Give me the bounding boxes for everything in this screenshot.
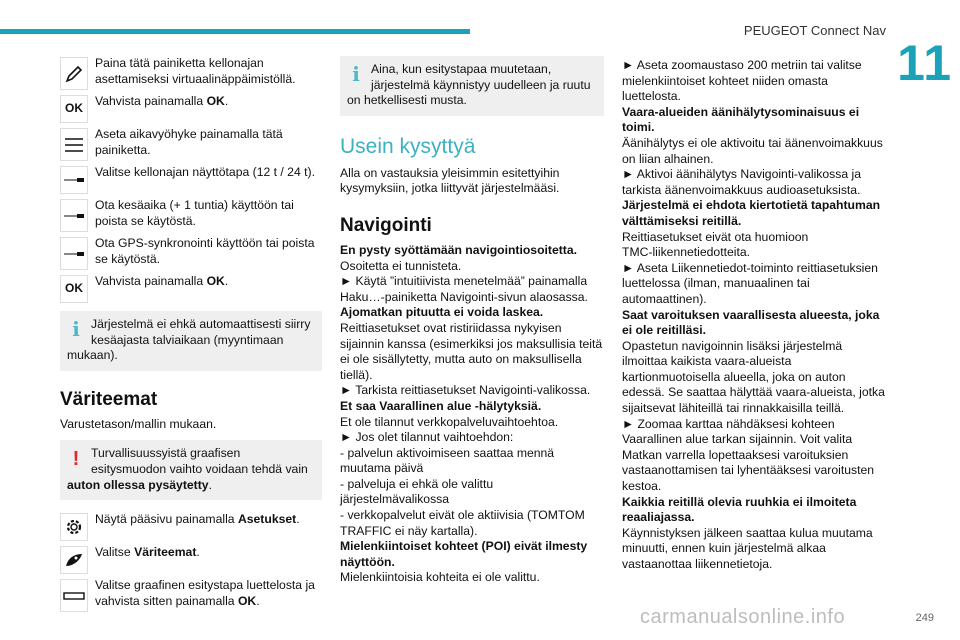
faq-answer-line: Vaarallinen alue tarkan sijainnin. Voit valita [622,432,853,447]
faq-answer-line: ► Aktivoi äänihälytys Navigointi-valikossa ja [622,167,861,182]
faq-answer-line: ei ole sisällytetty, mutta auto on maksullisella [340,352,582,367]
navigation-heading: Navigointi [340,214,432,236]
faq-answer-line: kartionmuotoisella alueella, joka on auton [622,369,846,384]
pencil-icon[interactable] [60,57,88,90]
column-middle [340,56,604,586]
step-color-themes: Valitse Väriteemat. [60,545,322,574]
step-timezone: Aseta aikavyöhyke painamalla tätä painiketta. [60,127,322,161]
step-choose-theme: Valitse graafinen esitystapa luettelosta ja vahvista sitten painamalla OK. [60,578,322,612]
chapter-number: 11 [897,35,952,91]
faq-answer-line: tarkista äänenvoimakkuus audioasetuksista. [622,182,861,197]
faq-answer-line: automaattinen). [622,291,707,306]
faq-question-line: Mielenkiintoiset kohteet (POI) eivät ilmesty [340,539,588,554]
faq-answer-line: vastaanottaa liikennetietoja. [622,557,773,571]
faq-answer-line: Et ole tilannut verkkopalveluvaihtoehtoa. [340,414,559,429]
faq-question-line: En pysty syöttämään navigointiosoitetta. [340,242,578,257]
faq-question-line: Vaara-alueiden äänihälytysominaisuus ei [622,104,860,119]
faq-answer-line: Käynnistyksen jälkeen saattaa kulua muutama [622,525,873,540]
faq-answer-line: ► Zoomaa karttaa nähdäksesi kohteen [622,416,835,431]
color-themes-intro: Varustetason/mallin mukaan. [60,416,217,431]
section-heading-color-themes: Väriteemat [60,388,158,410]
column-right [622,58,886,573]
step-set-time: Paina tätä painiketta kellonajan asettamiseksi virtuaalinäppäimistöllä. [60,56,322,90]
faq-question-line: toimi. [622,120,655,135]
header-title: PEUGEOT Connect Nav [743,23,886,38]
step-settings: Näytä pääsivu painamalla Asetukset. [60,512,322,541]
info-note-restart: i Aina, kun esitystapaa muutetaan, järjestelmä käynnistyy uudelleen ja ruutu on hetkellisesti musta. [340,56,604,116]
toggle-icon[interactable] [60,199,88,232]
faq-answer-line: Äänihälytys ei ole aktivoitu tai äänenvoimakkuus [622,135,883,150]
faq-question-line: Ajomatkan pituutta ei voida laskea. [340,305,544,320]
page-number: 249 [915,612,934,624]
palette-icon[interactable] [60,546,88,574]
faq-answer-line: luettelosta. [622,89,681,104]
info-note-daylight: i Järjestelmä ei ehkä automaattisesti siirry kesäajasta talviaikaan (myyntimaan mukaan). [60,311,322,371]
faq-answer-line: Osoitetta ei tunnisteta. [340,258,462,273]
warning-icon: ! [72,447,80,470]
watermark: carmanualsonline.info [640,606,846,628]
info-icon: i [352,62,360,87]
faq-answer-line: ► Tarkista reittiasetukset Navigointi-valikossa. [340,383,591,398]
faq-answer-line: TRAFFIC ei näy kartalla). [340,523,478,538]
faq-answer-line: - verkkopalvelut eivät ole aktiivisia (TOMTOM [340,508,585,523]
faq-answer-line: tiellä). [340,367,373,382]
faq-answer-line: ► Aseta zoomaustaso 200 metriin tai valitse [622,58,862,72]
faq-answer-line: ► Aseta Liikennetiedot-toiminto reittiasetuksien [622,260,878,275]
faq-answer-line: sijainnin kanssa (esimerkiksi jos maksullisia teitä [340,336,603,351]
toggle-icon[interactable] [60,237,88,270]
ok-icon[interactable]: OK [60,95,88,123]
faq-answer-line: Haku…-painiketta Navigointi-sivun alaosassa. [340,289,588,304]
faq-answer-line: Opastetun navigoinnin lisäksi järjestelmä [622,338,843,353]
faq-answer-line: Mielenkiintoisia kohteita ei ole valittu. [340,570,540,585]
faq-answer-line: minuutti, ennen kuin järjestelmä alkaa [622,541,826,556]
step-summer-time: Ota kesäaika (+ 1 tuntia) käyttöön tai poista se käytöstä. [60,198,322,232]
faq-answer-line: mielenkiintoiset kohteet niiden omasta [622,73,828,88]
faq-question-line: ei ole reitilläsi. [622,323,706,338]
column-left [60,56,322,616]
toggle-icon[interactable] [60,166,88,194]
gear-icon[interactable] [60,513,88,541]
faq-answer-line: - palveluja ei ehkä ole valittu järjestelmävalikossa [340,476,494,507]
step-time-format: Valitse kellonajan näyttötapa (12 t / 24 t). [60,165,322,194]
faq-answer-line: ilmoittaa kaikista vaara-alueista [622,354,792,369]
faq-answer-line: Reittiasetukset ovat ristiriidassa nykyisen [340,320,562,335]
faq-answer-line: Matkan varrella lopettaaksesi varoituksien [622,447,849,462]
ok-icon[interactable]: OK [60,275,88,303]
list-icon[interactable] [60,128,88,161]
faq-question-line: Kaikkia reitillä olevia ruuhkia ei ilmoiteta [622,494,857,509]
faq-answer-line: edessä. Se saattaa hälyttää vaara-alueista, jotka [622,385,885,400]
faq-answer-line: TMC-liikennetiedotteita. [622,245,751,260]
faq-intro: Alla on vastauksia yleisimmin esitettyihin kysymyksiin, jotka liittyvät järjestelmääsi. [340,165,560,196]
faq-question-line: reaaliajassa. [622,510,695,525]
navigation-faq-text-continued [622,58,886,573]
warning-note: ! Turvallisuussyistä graafisen esitysmuodon vaihto voidaan tehdä vain auton ollessa pysäytetty. [60,440,322,500]
faq-answer-line: muutama päivä [340,461,424,476]
step-confirm-ok-2: OK Vahvista painamalla OK. [60,274,322,303]
faq-answer-line: luettelossa (ilman, manuaalinen tai [622,276,810,291]
step-confirm-ok-1: OK Vahvista painamalla OK. [60,94,322,123]
faq-answer-line: - palvelun aktivoimiseen saattaa mennä [340,445,555,460]
step-gps-sync: Ota GPS-synkronointi käyttöön tai poista se käytöstä. [60,236,322,270]
navigation-faq-text [340,243,604,586]
faq-answer-line: ► Käytä ”intuitiivista menetelmää” painamalla [340,274,588,289]
faq-answer-line: on liian alhainen. [622,151,714,166]
faq-answer-line: ► Jos olet tilannut vaihtoehdon: [340,430,514,445]
header-accent-bar [0,29,470,34]
faq-question-line: Et saa Vaarallinen alue -hälytyksiä. [340,398,542,413]
bar-icon[interactable] [60,579,88,612]
faq-answer-line: kestoa. [622,479,662,494]
faq-answer-line: sijaitsevat lähiteillä tai rinnakkaisilla teillä. [622,401,845,416]
faq-question-line: Saat varoituksen vaarallisesta alueesta, joka [622,307,880,322]
faq-question-line: näyttöön. [340,554,395,569]
faq-answer-line: Reittiasetukset eivät ota huomioon [622,229,809,244]
faq-heading: Usein kysyttyä [340,134,476,158]
faq-question-line: välttämiseksi reitillä. [622,213,742,228]
faq-answer-line: vastaanottamisen tai lyhentääksesi varoitusten [622,463,875,478]
faq-question-line: Järjestelmä ei ehdota kiertotietä tapahtuman [622,198,881,213]
info-icon: i [72,317,80,342]
